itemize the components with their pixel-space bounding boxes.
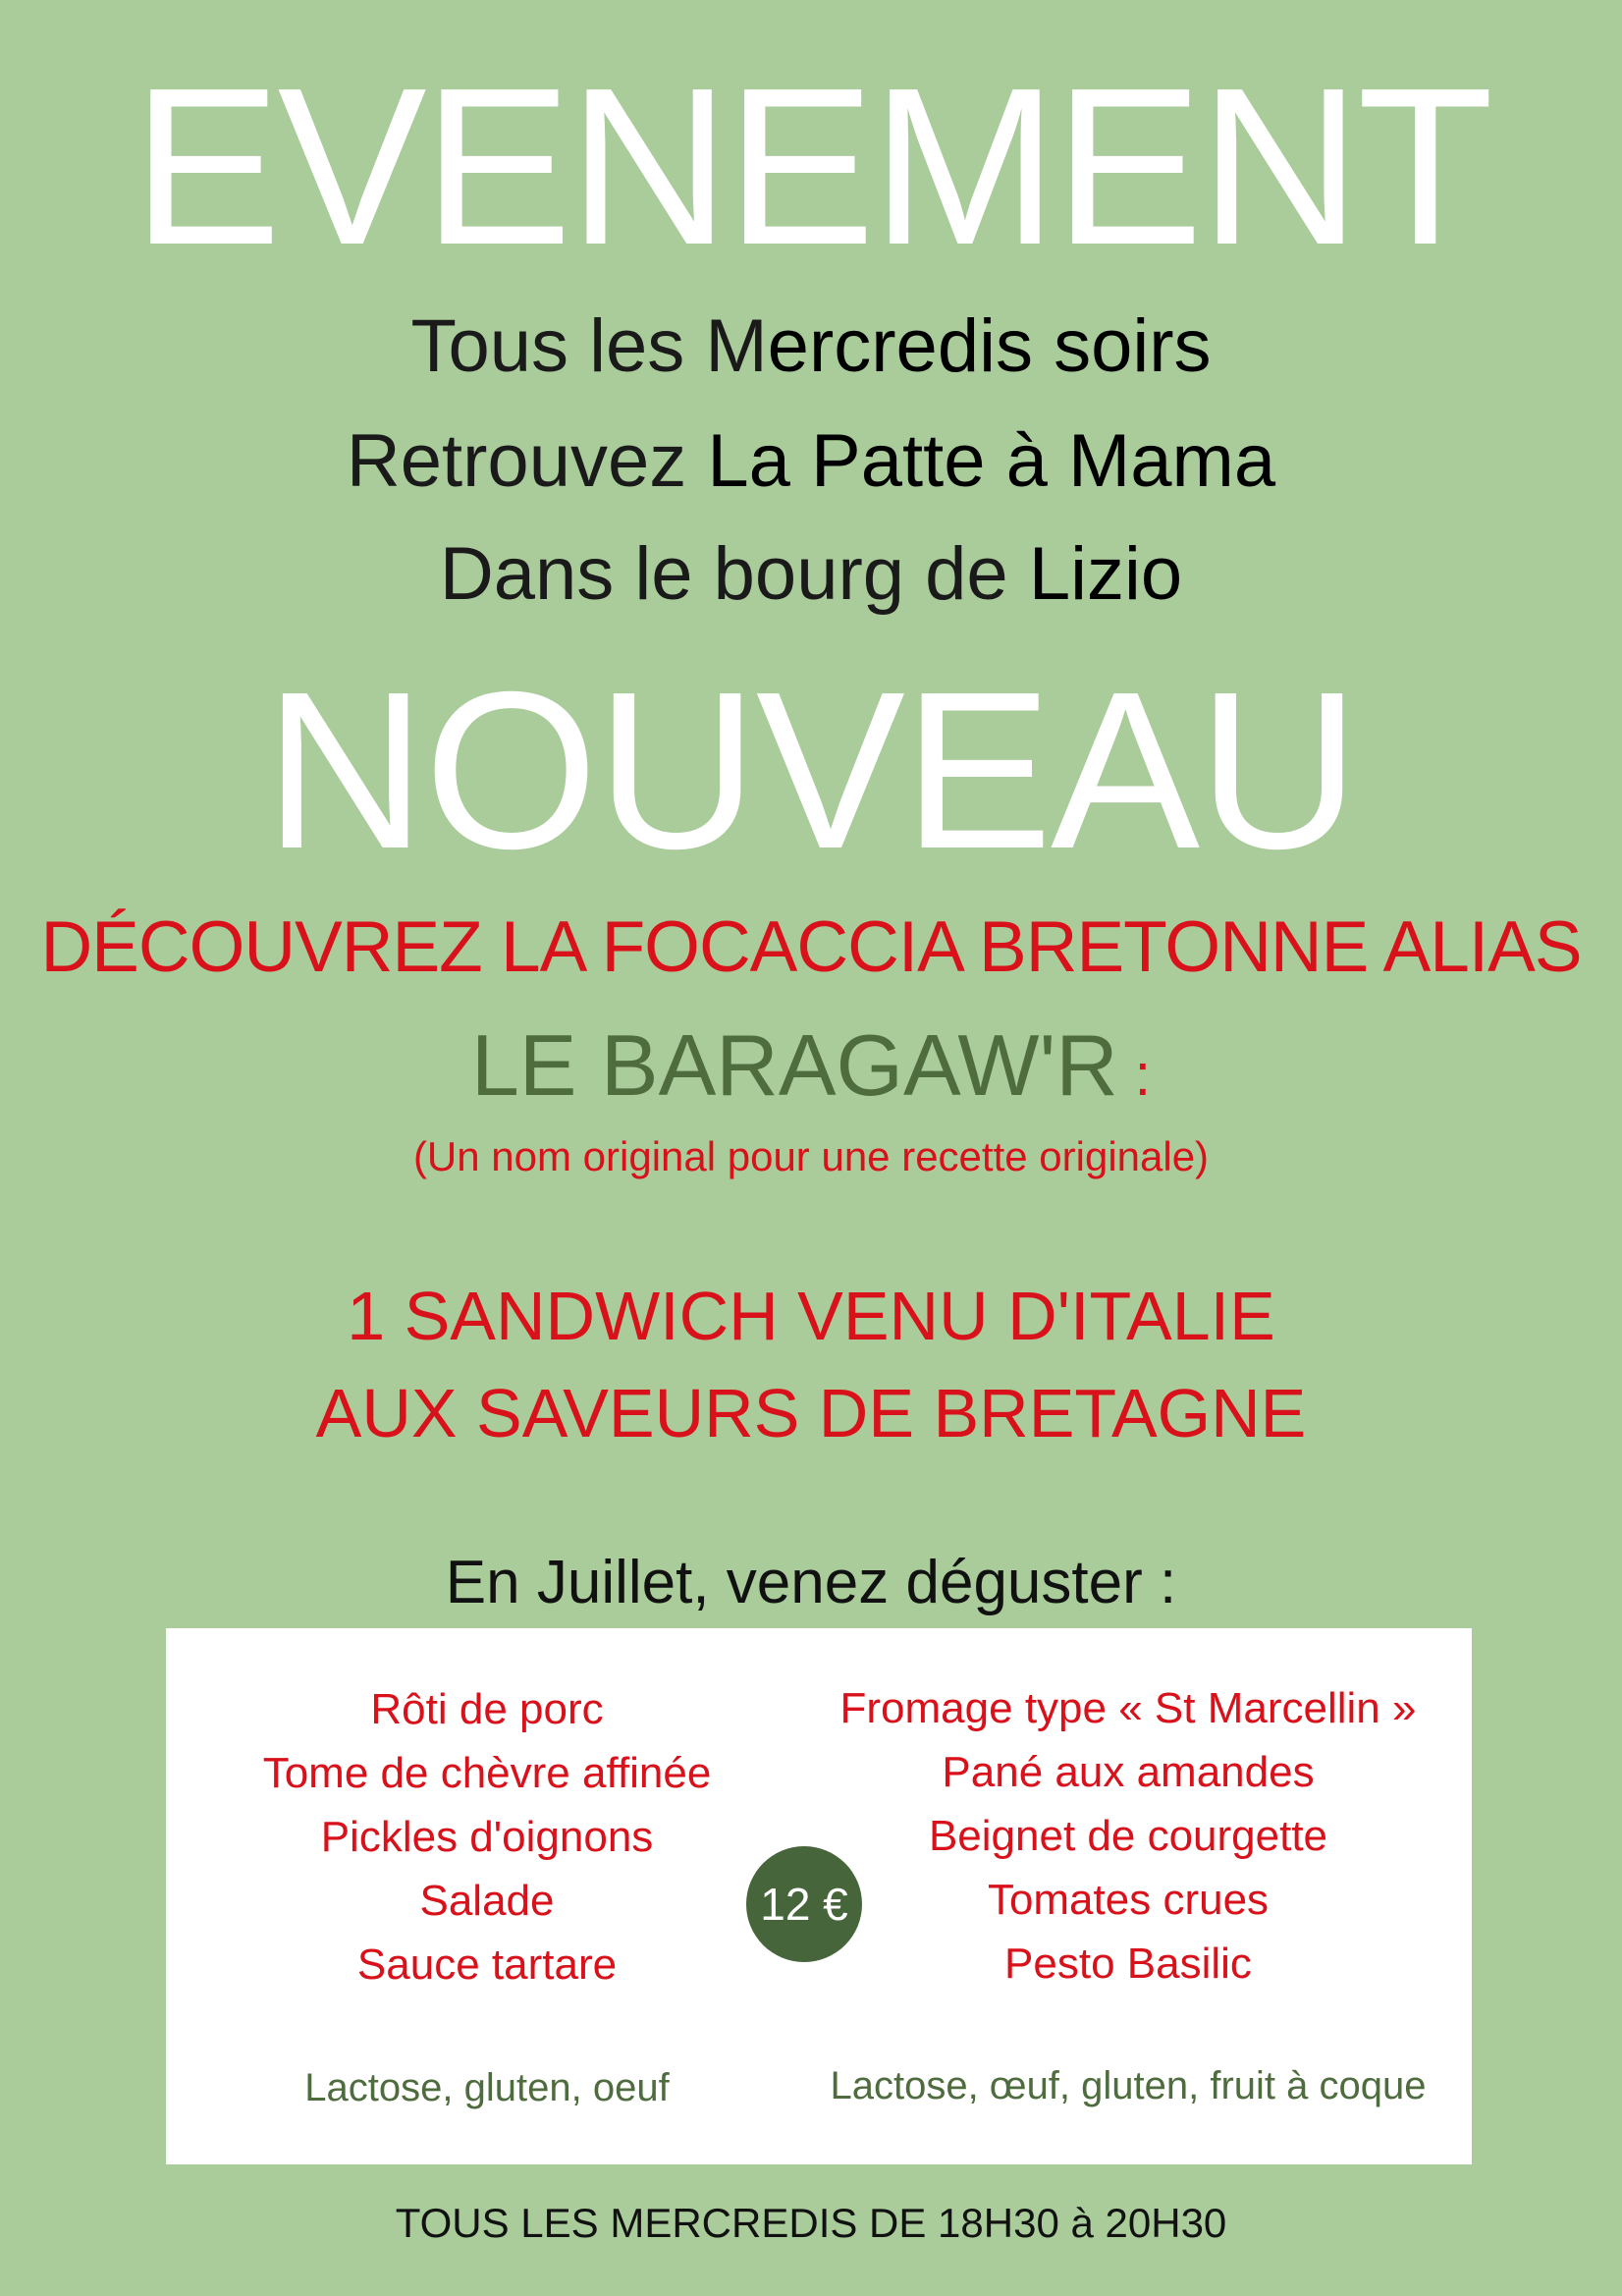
product-name-colon: : bbox=[1117, 1042, 1152, 1108]
new-title: NOUVEAU bbox=[264, 646, 1358, 896]
sandwich-line-1: 1 SANDWICH VENU D'ITALIE bbox=[347, 1278, 1275, 1354]
menu-item: Beignet de courgette bbox=[928, 1812, 1328, 1860]
menu-item: Tomates crues bbox=[987, 1876, 1270, 1924]
menu-item: Pesto Basilic bbox=[1004, 1940, 1252, 1988]
product-subtitle: (Un nom original pour une recette originale) bbox=[412, 1133, 1210, 1179]
menu-item: Sauce tartare bbox=[356, 1941, 618, 1989]
price-badge: 12 € bbox=[746, 1846, 862, 1962]
intro-line-brand bbox=[0, 417, 1622, 506]
schedule-footer: TOUS LES MERCREDIS DE 18H30 à 20H30 bbox=[395, 2200, 1227, 2246]
product-name-text: LE BARAGAW'R bbox=[470, 1016, 1118, 1114]
intro-line-brand-prefix: Retrouvez bbox=[346, 419, 708, 503]
menu-item: Rôti de porc bbox=[370, 1685, 604, 1733]
menu-item: Pickles d'oignons bbox=[320, 1813, 654, 1861]
intro-line-day-bold: ercredis soirs bbox=[767, 304, 1212, 388]
menu-item: Pané aux amandes bbox=[942, 1748, 1315, 1796]
intro-line-location-prefix: Dans le bourg de bbox=[439, 532, 1029, 616]
menu-item: Tome de chèvre affinée bbox=[262, 1749, 712, 1797]
intro-line-day bbox=[0, 302, 1622, 391]
menu-right-column bbox=[807, 1676, 1449, 1995]
menu-item: Fromage type « St Marcellin » bbox=[839, 1684, 1417, 1732]
menu-left-column bbox=[166, 1677, 808, 1996]
discover-heading: DÉCOUVREZ LA FOCACCIA BRETONNE ALIAS bbox=[40, 907, 1582, 987]
product-name bbox=[0, 1016, 1622, 1124]
event-title: EVENEMENT bbox=[132, 42, 1490, 292]
intro-line-day-prefix: Tous les M bbox=[410, 304, 768, 388]
allergens-left: Lactose, gluten, oeuf bbox=[304, 2066, 670, 2109]
intro-line-brand-bold: La Patte à Mama bbox=[707, 419, 1276, 503]
intro-line-location bbox=[0, 530, 1622, 619]
menu-item: Salade bbox=[419, 1877, 555, 1925]
allergens-right: Lactose, œuf, gluten, fruit à coque bbox=[830, 2064, 1427, 2107]
sandwich-line-2: AUX SAVEURS DE BRETAGNE bbox=[315, 1375, 1307, 1451]
intro-line-location-bold: Lizio bbox=[1028, 532, 1183, 616]
menu-heading: En Juillet, venez déguster : bbox=[445, 1549, 1177, 1616]
